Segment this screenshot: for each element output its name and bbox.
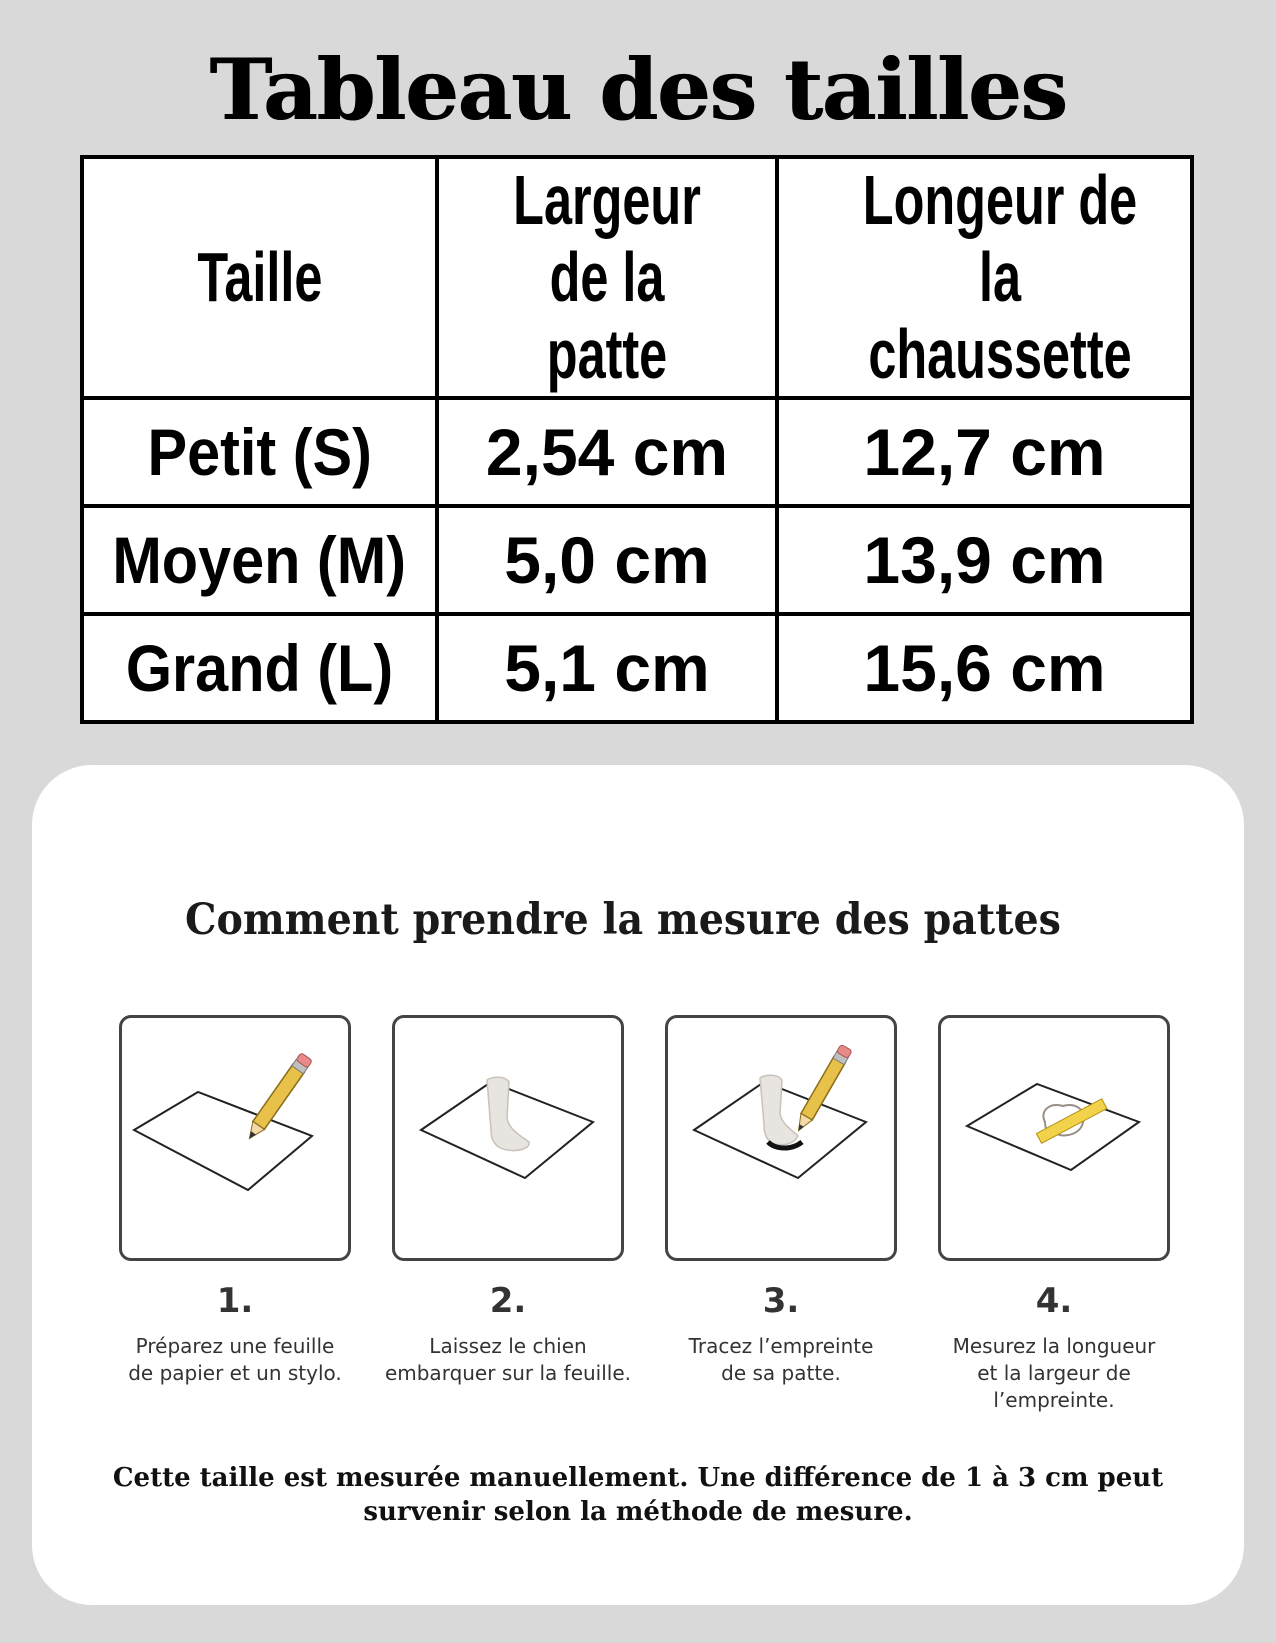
column-header-sock-length: Longeur de la chaussette — [777, 157, 1192, 398]
step-description: Préparez une feuille de papier et un stylo. — [128, 1334, 342, 1385]
size-table — [80, 155, 1194, 724]
size-label: Grand (L) — [82, 614, 437, 722]
trace-paw-icon — [668, 1018, 900, 1264]
step-number: 1. — [216, 1281, 254, 1321]
column-header-size: Taille — [82, 157, 437, 398]
howto-step-1 — [110, 1015, 360, 1387]
paw-width-value: 5,0 cm — [437, 506, 777, 614]
table-row — [82, 398, 1192, 506]
measure-print-icon — [941, 1018, 1173, 1264]
size-label: Petit (S) — [82, 398, 437, 506]
howto-step-3 — [656, 1015, 906, 1387]
sock-length-value: 12,7 cm — [777, 398, 1192, 506]
sock-length-value: 15,6 cm — [777, 614, 1192, 722]
table-header-row — [82, 157, 1192, 398]
howto-step-2 — [383, 1015, 633, 1387]
howto-title: Comment prendre la mesure des pattes — [185, 895, 1061, 945]
step-number: 2. — [489, 1281, 527, 1321]
paw-width-value: 2,54 cm — [437, 398, 777, 506]
step-illustration — [119, 1015, 351, 1261]
step-illustration — [392, 1015, 624, 1261]
page-title: Tableau des tailles — [209, 40, 1067, 139]
step-description: Mesurez la longueur et la largeur de l’empreinte. — [952, 1334, 1156, 1412]
measurement-note: Cette taille est mesurée manuellement. Une différence de 1 à 3 cm peut survenir selon la méthode de mesure. — [112, 1463, 1164, 1527]
size-label: Moyen (M) — [82, 506, 437, 614]
step-illustration — [665, 1015, 897, 1261]
step-number: 3. — [762, 1281, 800, 1321]
table-row — [82, 506, 1192, 614]
step-illustration — [938, 1015, 1170, 1261]
paw-on-paper-icon — [395, 1018, 627, 1264]
howto-step-4 — [929, 1015, 1179, 1414]
table-row — [82, 614, 1192, 722]
column-header-paw-width: Largeur de la patte — [437, 157, 777, 398]
step-description: Laissez le chien embarquer sur la feuille. — [384, 1334, 632, 1385]
step-description: Tracez l’empreinte de sa patte. — [688, 1334, 874, 1385]
paw-width-value: 5,1 cm — [437, 614, 777, 722]
step-number: 4. — [1035, 1281, 1073, 1321]
sock-length-value: 13,9 cm — [777, 506, 1192, 614]
paper-pencil-icon — [122, 1018, 354, 1264]
